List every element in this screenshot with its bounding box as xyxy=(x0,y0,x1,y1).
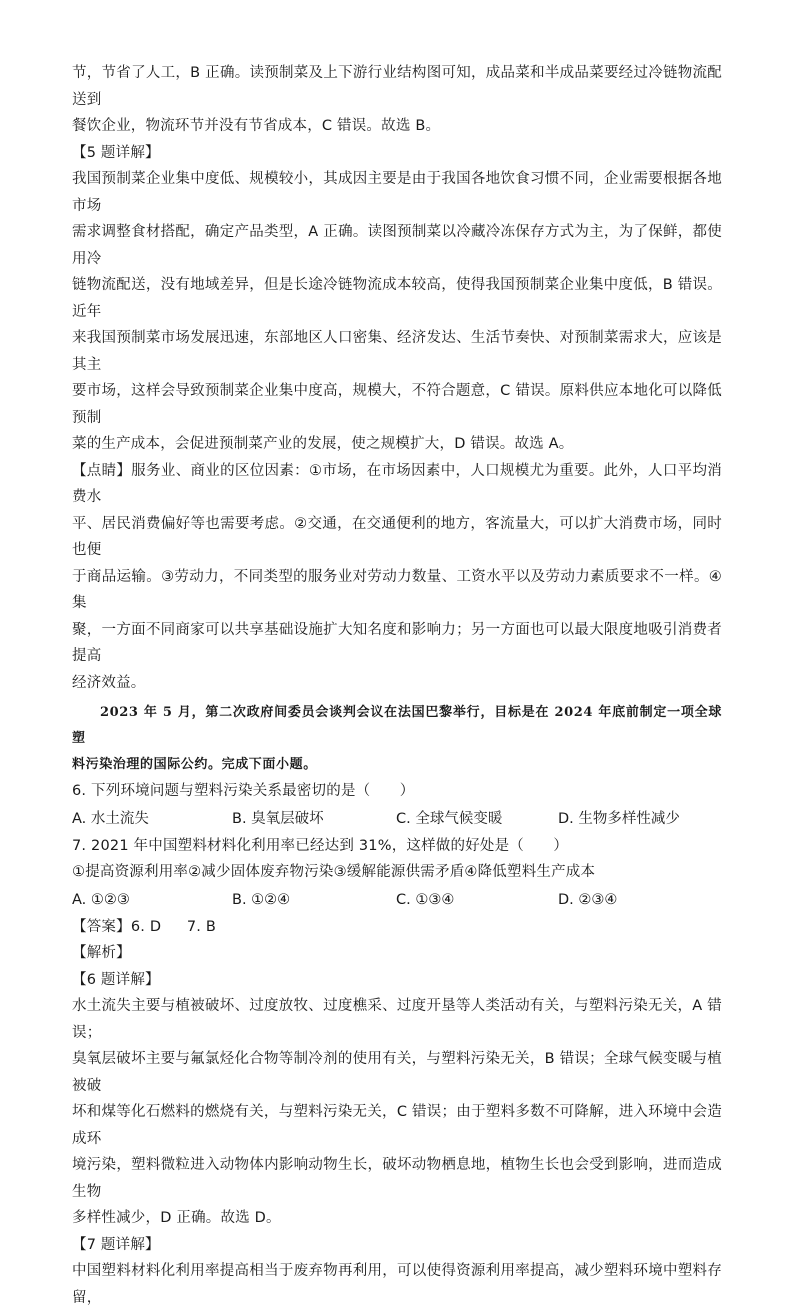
paragraph-line: 菜的生产成本，会促进预制菜产业的发展，使之规模扩大，D 错误。故选 A。 xyxy=(72,436,574,452)
paragraph-line: 多样性减少，D 正确。故选 D。 xyxy=(72,1210,281,1226)
option-d: D. ②③④ xyxy=(558,891,618,908)
paragraph-line: 我国预制菜企业集中度低、规模较小，其成因主要是由于我国各地饮食习惯不同，企业需要根据各地市场 xyxy=(72,171,722,214)
paragraph-line: 中国塑料材料化利用率提高相当于废弃物再利用，可以使得资源利用率提高，减少塑料环境中塑料存留， xyxy=(72,1263,722,1306)
paragraph-line: 境污染，塑料微粒进入动物体内影响动物生长，破坏动物栖息地，植物生长也会受到影响，进而造成生物 xyxy=(72,1157,722,1200)
option-a: A. 水土流失 xyxy=(72,810,149,827)
paragraph-line: 来我国预制菜市场发展迅速，东部地区人口密集、经济发达、生活节奏快、对预制菜需求大，应该是其主 xyxy=(72,330,722,373)
q7-options xyxy=(72,886,722,914)
answer-6: 6. D xyxy=(130,918,162,935)
answer-7: 7. B xyxy=(186,918,217,935)
q5-header: 【5 题详解】 xyxy=(72,144,160,161)
paragraph-line: 臭氧层破坏主要与氟氯烃化合物等制冷剂的使用有关，与塑料污染无关，B 错误；全球气候变暖与植被破 xyxy=(72,1051,722,1094)
stem-line: 2023 年 5 月，第二次政府间委员会谈判会议在法国巴黎举行，目标是在 2024 年底前制定一项全球塑 xyxy=(72,705,722,746)
q7-detail-header: 【7 题详解】 xyxy=(72,1236,160,1253)
tips-line: 经济效益。 xyxy=(72,674,146,691)
option-d: D. 生物多样性减少 xyxy=(558,810,680,827)
option-c: C. ①③④ xyxy=(396,891,455,908)
paragraph-line: 节，节省了人工，B 正确。读预制菜及上下游行业结构图可知，成品菜和半成品菜要经过冷链物流配送到 xyxy=(72,65,722,108)
paragraph-line: 餐饮企业，物流环节并没有节省成本，C 错误。故选 B。 xyxy=(72,118,441,134)
answer-line xyxy=(72,914,722,941)
answer-label: 【答案】 xyxy=(72,918,131,935)
q6-question: 6. 下列环境问题与塑料污染关系最密切的是（ ） xyxy=(72,783,415,799)
paragraph-line: 水土流失主要与植被破坏、过度放牧、过度樵采、过度开垦等人类活动有关，与塑料污染无关，A 错误； xyxy=(72,998,722,1041)
option-c: C. 全球气候变暖 xyxy=(396,810,503,827)
paragraph-line: 要市场，这样会导致预制菜企业集中度高，规模大，不符合题意，C 错误。原料供应本地化可以降低预制 xyxy=(72,383,722,426)
tips-line: 平、居民消费偏好等也需要考虑。②交通，在交通便利的地方，客流量大，可以扩大消费市场，同时也便 xyxy=(72,515,722,558)
analysis-label: 【解析】 xyxy=(72,945,131,961)
tips-line: 【点睛】服务业、商业的区位因素：①市场，在市场因素中，人口规模尤为重要。此外，人口平均消费水 xyxy=(72,462,722,505)
q7-statements: ①提高资源利用率②减少固体废弃物污染③缓解能源供需矛盾④降低塑料生产成本 xyxy=(72,864,596,880)
tips-line: 聚，一方面不同商家可以共享基础设施扩大知名度和影响力；另一方面也可以最大限度地吸引消费者提高 xyxy=(72,621,722,664)
document-page xyxy=(72,60,722,1311)
tips-line: 于商品运输。③劳动力，不同类型的服务业对劳动力数量、工资水平以及劳动力素质要求不一样。④集 xyxy=(72,568,722,611)
q6-options xyxy=(72,805,722,833)
option-a: A. ①②③ xyxy=(72,891,130,908)
q7-question: 7. 2021 年中国塑料材料化利用率已经达到 31%，这样做的好处是（ ） xyxy=(72,837,569,854)
q6-detail-header: 【6 题详解】 xyxy=(72,971,160,988)
stem-line: 料污染治理的国际公约。完成下面小题。 xyxy=(72,757,317,772)
paragraph-line: 坏和煤等化石燃料的燃烧有关，与塑料污染无关，C 错误；由于塑料多数不可降解，进入环境中会造成环 xyxy=(72,1104,722,1147)
paragraph-line: 链物流配送，没有地域差异，但是长途冷链物流成本较高，使得我国预制菜企业集中度低，B 错误。近年 xyxy=(72,277,722,320)
option-b: B. 臭氧层破坏 xyxy=(232,810,324,827)
option-b: B. ①②④ xyxy=(232,891,291,908)
paragraph-line: 需求调整食材搭配，确定产品类型，A 正确。读图预制菜以冷藏冷冻保存方式为主，为了保鲜，都使用冷 xyxy=(72,224,722,267)
